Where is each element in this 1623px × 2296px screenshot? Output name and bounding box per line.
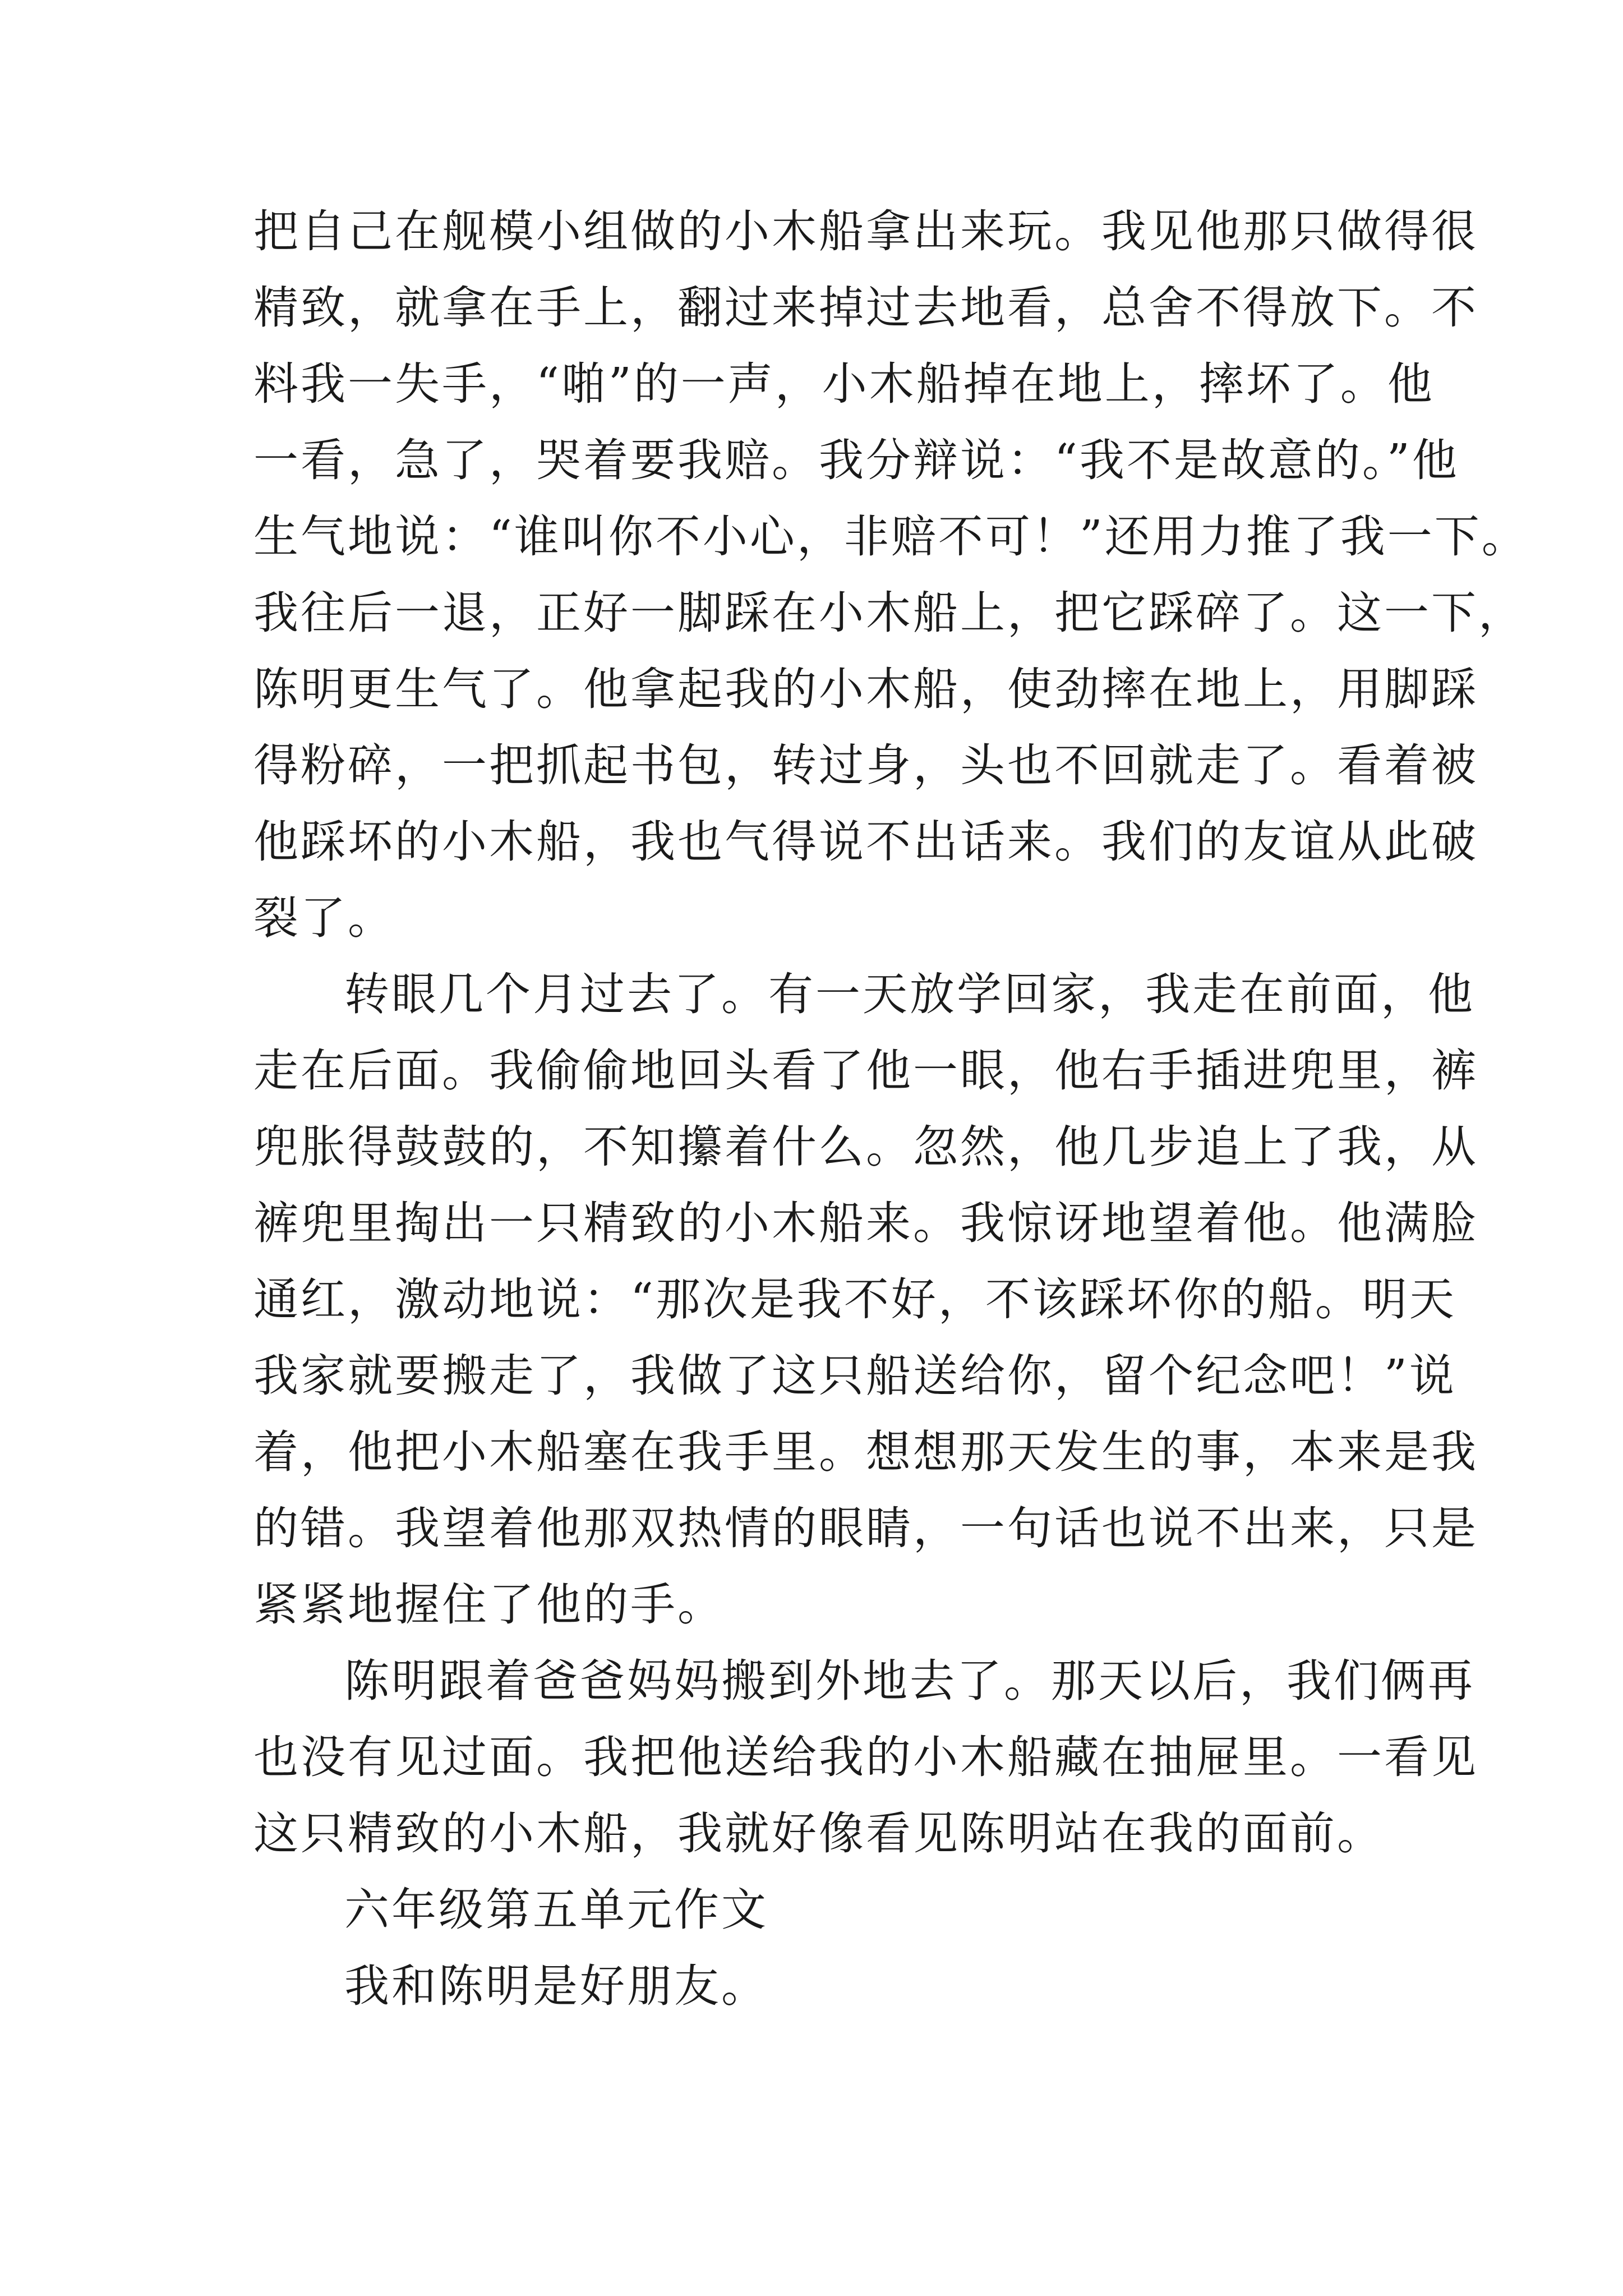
text-line: 料我一失手，“啪”的一声，小木船掉在地上，摔坏了。他 bbox=[253, 358, 1435, 410]
text-line: 兜胀得鼓鼓的，不知攥着什么。忽然，他几步追上了我，从 bbox=[253, 1121, 1478, 1173]
text-line: 的错。我望着他那双热情的眼睛，一句话也说不出来，只是 bbox=[253, 1502, 1478, 1554]
text-line: 通红，激动地说：“那次是我不好，不该踩坏你的船。明天 bbox=[253, 1273, 1456, 1326]
text-line: 紧紧地握住了他的手。 bbox=[253, 1579, 725, 1631]
paragraph-3 bbox=[253, 1643, 1478, 1872]
paragraph-2 bbox=[253, 956, 1478, 1643]
text-line: 我家就要搬走了，我做了这只船送给你，留个纪念吧！”说 bbox=[253, 1350, 1456, 1402]
text-line: 他踩坏的小木船，我也气得说不出话来。我们的友谊从此破 bbox=[253, 816, 1478, 868]
text-line: 这只精致的小木船，我就好像看见陈明站在我的面前。 bbox=[253, 1807, 1384, 1860]
text-line: 着，他把小木船塞在我手里。想想那天发生的事，本来是我 bbox=[253, 1426, 1478, 1478]
text-line: 生气地说：“谁叫你不小心，非赔不可！”还用力推了我一下。 bbox=[253, 510, 1529, 563]
text-line: 把自己在舰模小组做的小木船拿出来玩。我见他那只做得很 bbox=[253, 205, 1478, 257]
text-line: 裤兜里掏出一只精致的小木船来。我惊讶地望着他。他满脸 bbox=[253, 1197, 1478, 1249]
text-line: 走在后面。我偷偷地回头看了他一眼，他右手插进兜里，裤 bbox=[253, 1045, 1478, 1097]
text-line: 陈明更生气了。他拿起我的小木船，使劲摔在地上，用脚踩 bbox=[253, 663, 1478, 715]
text-line: 裂了。 bbox=[253, 892, 395, 944]
text-line: 得粉碎，一把抓起书包，转过身，头也不回就走了。看着被 bbox=[253, 739, 1478, 792]
text-line: 我往后一退，正好一脚踩在小木船上，把它踩碎了。这一下， bbox=[253, 587, 1525, 639]
document-body bbox=[253, 194, 1529, 2024]
text-line: 陈明跟着爸爸妈妈搬到外地去了。那天以后，我们俩再 bbox=[344, 1655, 1475, 1707]
text-line: 精致，就拿在手上，翻过来掉过去地看，总舍不得放下。不 bbox=[253, 282, 1478, 334]
text-line: 也没有见过面。我把他送给我的小木船藏在抽屉里。一看见 bbox=[253, 1731, 1478, 1783]
text-line: 六年级第五单元作文 bbox=[344, 1884, 768, 1936]
text-line: 我和陈明是好朋友。 bbox=[344, 1960, 768, 2012]
paragraph-1 bbox=[253, 194, 1529, 956]
paragraph-5 bbox=[253, 1948, 1392, 2024]
text-line: 一看，急了，哭着要我赔。我分辩说：“我不是故意的。”他 bbox=[253, 434, 1459, 486]
essay-title bbox=[253, 1872, 1392, 1948]
text-line: 转眼几个月过去了。有一天放学回家，我走在前面，他 bbox=[344, 968, 1475, 1020]
